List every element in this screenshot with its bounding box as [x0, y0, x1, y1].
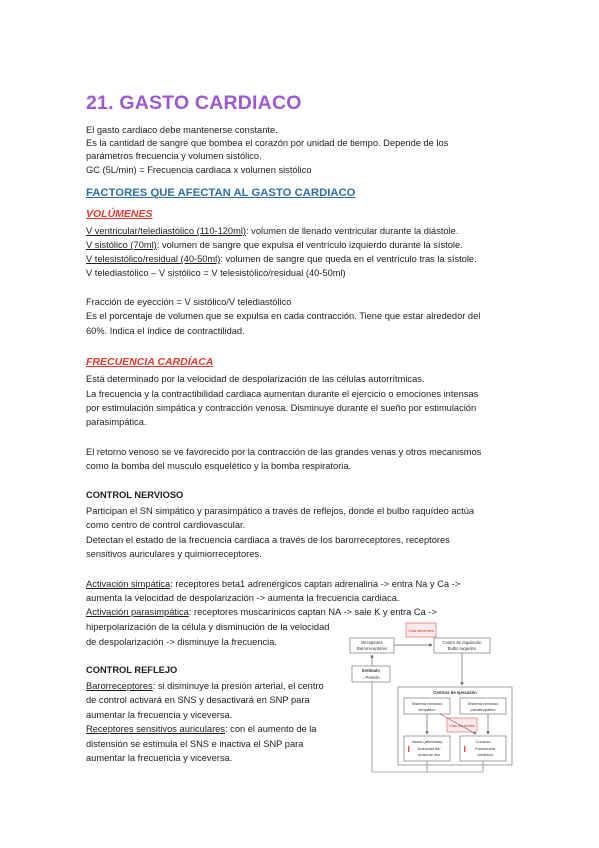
page-title: 21. GASTO CARDIACO [86, 92, 302, 114]
frecuencia-line-2: La frecuencia y la contractibilidad cardiaca aumentan durante el ejercicio o emociones intensas [86, 389, 479, 399]
control-reflejo-line-5: distensión se estimula el SNS e inactiva el SNP para [86, 739, 304, 749]
reflex-diagram [348, 620, 516, 780]
snp-label-1: Sistema nervioso [467, 701, 499, 706]
intro-line-3: parámetros frecuencia y volumen sistólico. [86, 151, 262, 161]
frecuencia-line-1: Está determinado por la velocidad de despolarización de las células autorrítmicas. [86, 374, 425, 384]
frecuencia-line-6: como la bomba del musculo esquelético y la bomba respiratoria. [86, 461, 352, 471]
corazon-label-1: Corazón [475, 739, 491, 744]
snp-label-2: parasimpático [470, 707, 496, 712]
frecuencia-line-5: El retorno venoso se ve favorecido por la contracción de las grandes venas y otros mecanismos [86, 447, 482, 457]
control-nervioso-line-6: aumenta la velocidad de despolarización -> aumenta la frecuencia cardiaca. [86, 593, 400, 603]
volumenes-line-3-rest: : volumen de sangre que queda en el ventrículo tras la sístole. [220, 254, 477, 264]
control-nervioso-line-8: hiperpolarización de la célula y disminución de la velocidad [86, 622, 330, 632]
vasos-label-1: Vasos (arteriolas) [411, 739, 443, 744]
volumenes-line-5: Fracción de eyección = V sistólico/V telediastólico [86, 297, 292, 307]
centros-ejecucion-label: Centros de ejecución [433, 690, 477, 695]
control-nervioso-line-3: Detectan el estado de la frecuencia cardiaca a través de los barorreceptores, receptores [86, 535, 450, 545]
corazon-label-2: Frecuencia [475, 746, 495, 751]
term-v-telesistolico: V telesistólico/residual (40-50ml) [86, 254, 221, 264]
control-nervioso-line-7-rest: : receptores muscarínicos captan NA -> sale K y entra Ca -> [188, 607, 437, 617]
volumenes-line-2-rest: : volumen de sangre que expulsa el ventrículo izquierdo durante la sístole. [156, 240, 463, 250]
control-reflejo-line-3: aumentar la frecuencia y viceversa. [86, 710, 233, 720]
centro-regulacion-label: Centro de regulación [442, 640, 482, 645]
intro-line-1: El gasto cardiaco debe mantenerse constante. [86, 125, 278, 135]
receptores-label: Receptores [361, 640, 383, 645]
sns-label-2: simpático [418, 707, 436, 712]
volumenes-line-2 [86, 239, 463, 252]
control-nervioso-line-5 [86, 578, 460, 591]
barorreceptores-label: Barorreceptores [356, 646, 388, 651]
volumenes-line-1 [86, 225, 458, 238]
control-reflejo-title: CONTROL REFLEJO [86, 665, 178, 675]
vias-aferentes-label: Vías aferentes [408, 628, 434, 633]
control-nervioso-line-7 [86, 606, 437, 619]
frecuencia-line-4: parasimpática. [86, 417, 147, 427]
control-reflejo-line-4-rest: : con el aumento de la [225, 724, 317, 734]
corazon-label-3: cardíaca [477, 752, 493, 757]
control-nervioso-line-2: como centro de control cardiovascular. [86, 520, 246, 530]
vasos-marker [408, 746, 410, 752]
volumenes-line-6: Es el porcentaje de volumen que se expulsa en cada contracción. Tiene que estar alrededor del [86, 311, 481, 321]
control-reflejo-line-4 [86, 723, 316, 736]
intro-line-4: GC (5L/min) = Frecuencia cardiaca x volumen sistólico [86, 165, 312, 175]
vasos-label-3: músculo liso [417, 752, 441, 757]
control-nervioso-line-9: de despolarización -> disminuye la frecuencia. [86, 637, 277, 647]
volumenes-line-3 [86, 253, 477, 266]
control-nervioso-line-1: Participan el SN simpático y parasimpático a través de reflejos, donde el bulbo raquídeo actúa [86, 506, 475, 516]
corazon-marker [464, 746, 466, 752]
section-title: FACTORES QUE AFECTAN AL GASTO CARDIACO [86, 187, 356, 199]
control-nervioso-line-5-rest: : receptores beta1 adrenérgicos captan adrenalina -> entra Na y Ca -> [170, 579, 461, 589]
sns-label-1: Sistema nervioso [411, 701, 443, 706]
control-nervioso-title: CONTROL NERVIOSO [86, 490, 184, 500]
frecuencia-title: FRECUENCIA CARDÍACA [86, 356, 214, 368]
volumenes-title: VOLÚMENES [86, 208, 153, 220]
control-nervioso-line-4: sensitivos auriculares y quimiorreceptores. [86, 549, 262, 559]
term-v-telediastolico: V ventricular/telediastólico (110-120ml) [86, 226, 247, 236]
estimulo-label: Estímulo [362, 668, 380, 673]
presion-label: ↓ Presión [362, 675, 380, 680]
term-barorreceptores: Barorreceptores [86, 681, 153, 691]
bulbo-raquideo-label: Bulbo raquídeo [447, 646, 477, 651]
control-reflejo-line-1 [86, 680, 324, 693]
vias-eferentes-label: Vías eferentes [449, 723, 475, 728]
volumenes-line-4: V telediastólico – V sistólico = V telesistólico/residual (40-50ml) [86, 268, 346, 278]
frecuencia-line-3: por estimulación simpática y contracción venosa. Disminuye durante el sueño por estimulación [86, 403, 477, 413]
volumenes-line-7: 60%. Indica el índice de contractilidad. [86, 326, 245, 336]
term-activacion-parasimpatica: Activación parasimpática [86, 607, 189, 617]
vasos-label-2: Actividad del [417, 746, 441, 751]
volumenes-line-1-rest: : volumen de llenado ventricular durante la diástole. [246, 226, 459, 236]
term-activacion-simpatica: Activación simpática [86, 579, 171, 589]
control-reflejo-line-2: de control activará en SNS y desactivará en SNP para [86, 695, 310, 705]
term-v-sistolico: V sistólico (70ml) [86, 240, 157, 250]
term-receptores-auriculares: Receptores sensitivos auriculares [86, 724, 225, 734]
control-reflejo-line-1-rest: : si disminuye la presión arterial, el centro [152, 681, 324, 691]
control-reflejo-line-6: aumentar la frecuencia y viceversa. [86, 753, 233, 763]
intro-line-2: Es la cantidad de sangre que bombea el corazón por unidad de tiempo. Depende de los [86, 138, 449, 148]
